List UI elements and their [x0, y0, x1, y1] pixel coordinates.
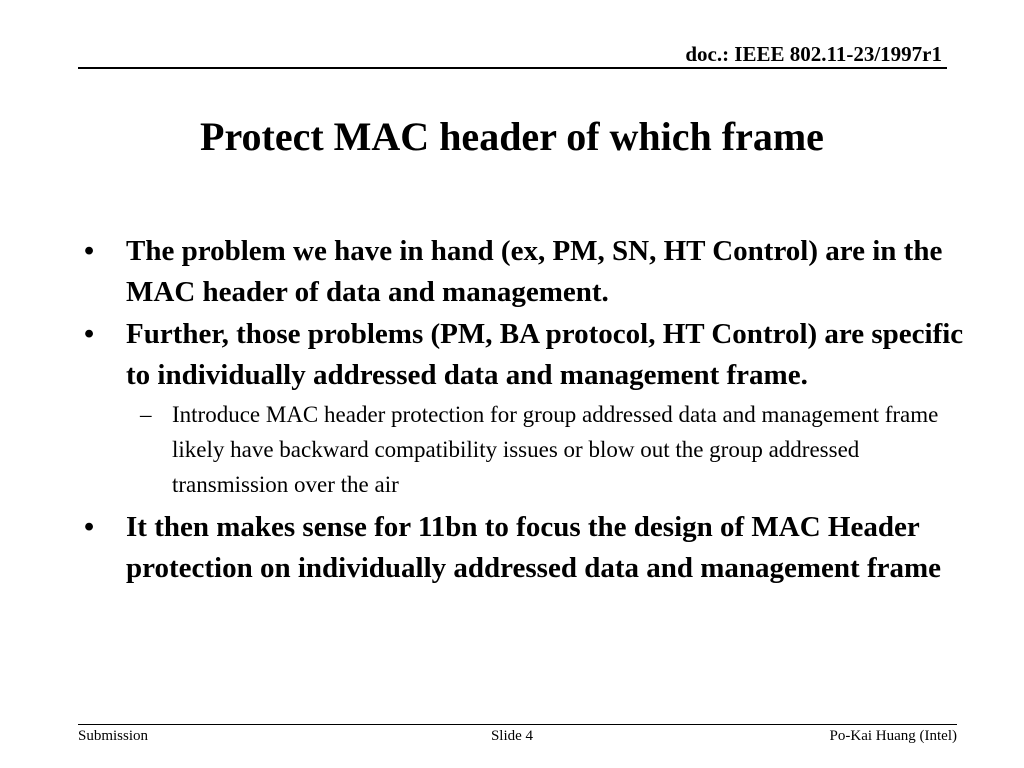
bullet-text: Further, those problems (PM, BA protocol, HT Control) are specific to individually addressed data and management frame. — [126, 318, 964, 391]
sub-bullet-1 — [84, 397, 964, 502]
bullet-1 — [84, 231, 964, 313]
footer-slide-number: Slide 4 — [490, 728, 534, 744]
footer-author: Po-Kai Huang (Intel) — [829, 728, 957, 744]
slide-body — [84, 231, 964, 590]
bullet-text: It then makes sense for 11bn to focus the design of MAC Header protection on individually addressed data and management frame — [126, 511, 942, 584]
bullet-3 — [84, 507, 964, 589]
doc-id: doc.: IEEE 802.11-23/1997r1 — [685, 42, 942, 66]
bullet-marker: • — [84, 235, 95, 267]
footer-rule — [78, 724, 957, 725]
bullet-marker: • — [84, 511, 95, 543]
bullet-2 — [84, 314, 964, 396]
footer-submission: Submission — [78, 728, 149, 744]
header-rule — [78, 67, 947, 69]
bullet-text: The problem we have in hand (ex, PM, SN, HT Control) are in the MAC header of data and management. — [126, 235, 943, 308]
bullet-marker: • — [84, 318, 95, 350]
sub-bullet-text: Introduce MAC header protection for group addressed data and management frame likely have backward compatibility issues or blow out the group addressed transmission over the air — [172, 402, 939, 497]
slide-title: Protect MAC header of which frame — [200, 114, 824, 159]
sub-bullet-marker: – — [140, 402, 152, 427]
